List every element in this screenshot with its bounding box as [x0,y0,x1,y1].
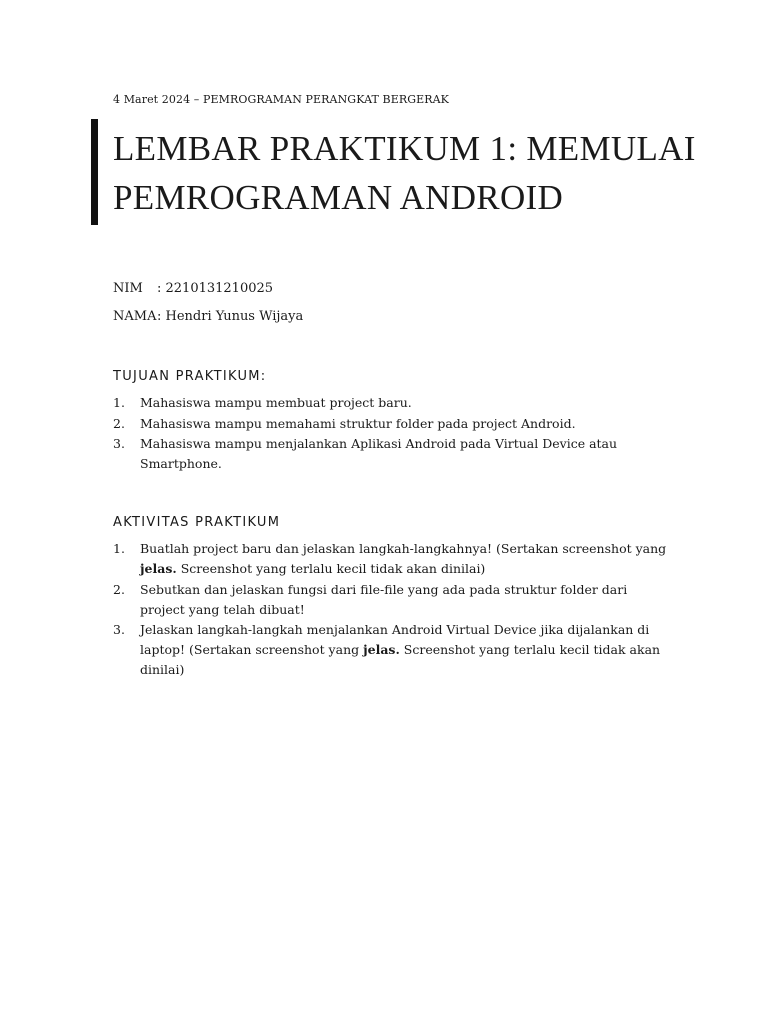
aktivitas-heading: AKTIVITAS PRAKTIKUM [113,515,281,530]
list-item-number: 2. [113,415,125,431]
list-item-text: Mahasiswa mampu memahami struktur folder pada project Android. [140,415,576,431]
nim-row [113,281,273,296]
list-item-number: 3. [113,622,125,637]
nim-label: NIM [113,281,143,296]
nama-row [113,309,303,324]
header-date-course: 4 Maret 2024 – PEMROGRAMAN PERANGKAT BERGERAK [113,93,449,106]
list-item-text-bold: jelas. [140,561,177,576]
title-accent-bar [91,119,98,225]
list-item-number: 1. [113,541,125,556]
list-item-text: Sebutkan dan jelaskan fungsi dari file-file yang ada pada struktur folder dari project yang telah dibuat! [140,581,628,617]
list-item [113,434,673,474]
list-item-text-bold: jelas. [363,642,400,657]
list-item-text: Mahasiswa mampu menjalankan Aplikasi Android pada Virtual Device atau Smartphone. [140,436,618,471]
tujuan-list [113,393,673,475]
page-title-line-1: LEMBAR PRAKTIKUM 1: MEMULAI [113,129,696,168]
aktivitas-list [113,539,673,681]
nama-value: : Hendri Yunus Wijaya [157,309,304,324]
list-item-text: Mahasiswa mampu membuat project baru. [140,395,412,410]
list-item-number: 1. [113,395,125,410]
list-item-text-after: Screenshot yang terlalu kecil tidak akan dinilai) [176,561,486,576]
list-item-number: 2. [113,581,125,597]
list-item-text-after: Screenshot yang terlalu kecil tidak akan dinilai) [140,642,661,677]
list-item [113,393,673,413]
list-item-text-before: Buatlah project baru dan jelaskan langkah-langkahnya! (Sertakan screenshot yang [140,541,667,556]
page-title-line-2: PEMROGRAMAN ANDROID [113,178,564,217]
list-item [113,620,673,680]
list-item-text-before: Jelaskan langkah-langkah menjalankan Android Virtual Device jika dijalankan di laptop! (Sertakan screenshot yang [140,622,650,657]
nama-label: NAMA [113,309,157,324]
tujuan-heading: TUJUAN PRAKTIKUM: [113,369,267,384]
page-title [113,124,733,222]
list-item [113,580,673,620]
nim-value: : 2210131210025 [157,281,274,296]
list-item [113,414,673,434]
list-item-number: 3. [113,436,125,451]
list-item [113,539,673,579]
